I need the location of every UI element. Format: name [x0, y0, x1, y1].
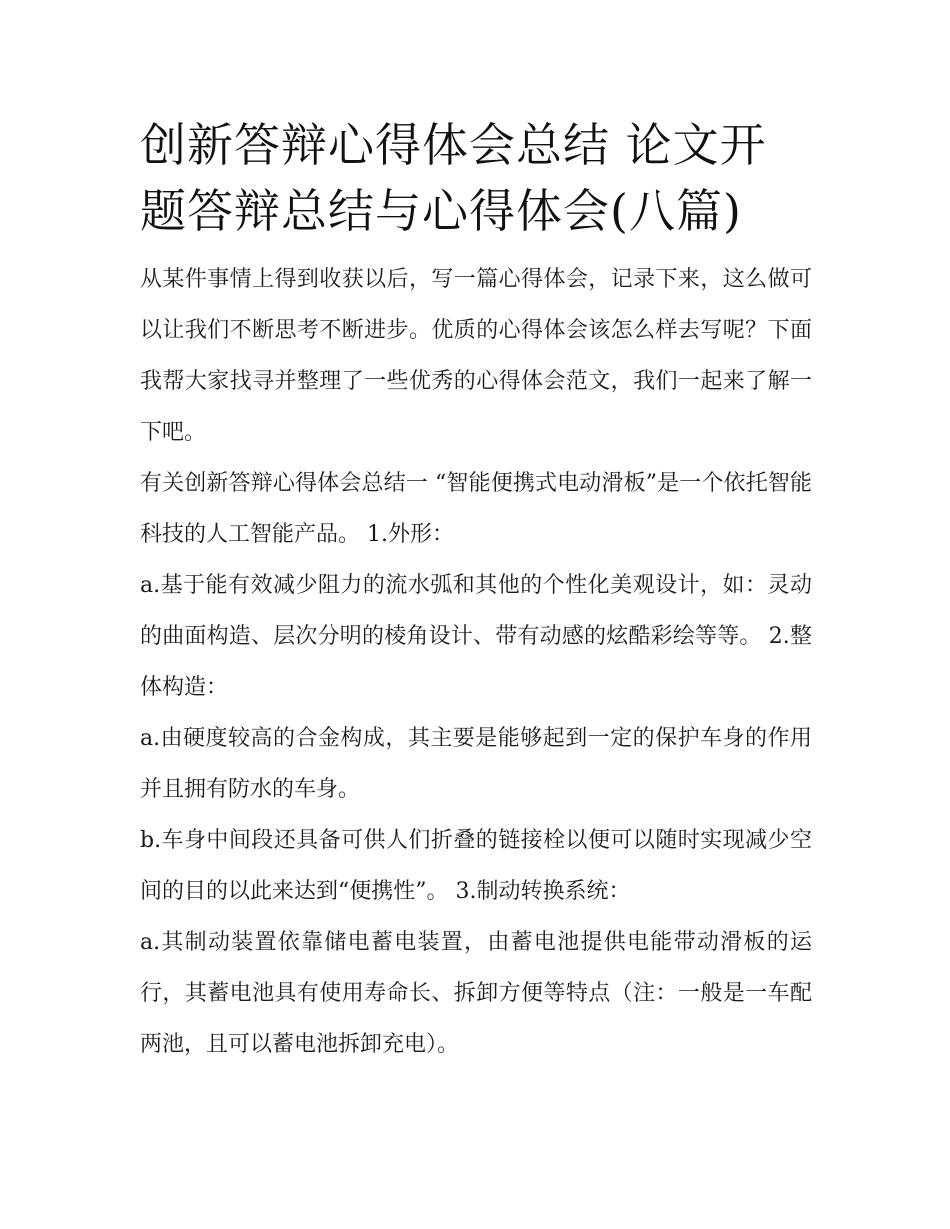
document-body	[140, 112, 812, 1070]
structure-paragraph-a: a.由硬度较高的合金构成，其主要是能够起到一定的保护车身的作用并且拥有防水的车身。	[140, 726, 812, 802]
appearance-paragraph: a.基于能有效减少阻力的流水弧和其他的个性化美观设计，如：灵动的曲面构造、层次分明的棱角设计、带有动感的炫酷彩绘等等。 2.整体构造：	[140, 573, 812, 700]
brake-system-paragraph: a.其制动装置依靠储电蓄电装置，由蓄电池提供电能带动滑板的运行，其蓄电池具有使用寿命长、拆卸方便等特点（注：一般是一车配两池，且可以蓄电池拆卸充电）。	[140, 930, 812, 1057]
document-title: 创新答辩心得体会总结 论文开题答辩总结与心得体会(八篇)	[140, 118, 767, 238]
section-one-heading-paragraph: 有关创新答辩心得体会总结一 “智能便携式电动滑板”是一个依托智能科技的人工智能产品。 1.外形：	[140, 471, 812, 547]
structure-paragraph-b: b.车身中间段还具备可供人们折叠的链接栓以便可以随时实现减少空间的目的以此来达到“便携性”。 3.制动转换系统：	[140, 828, 812, 904]
intro-paragraph: 从某件事情上得到收获以后，写一篇心得体会，记录下来，这么做可以让我们不断思考不断进步。优质的心得体会该怎么样去写呢？下面我帮大家找寻并整理了一些优秀的心得体会范文，我们一起来了解一下吧。	[140, 267, 812, 445]
